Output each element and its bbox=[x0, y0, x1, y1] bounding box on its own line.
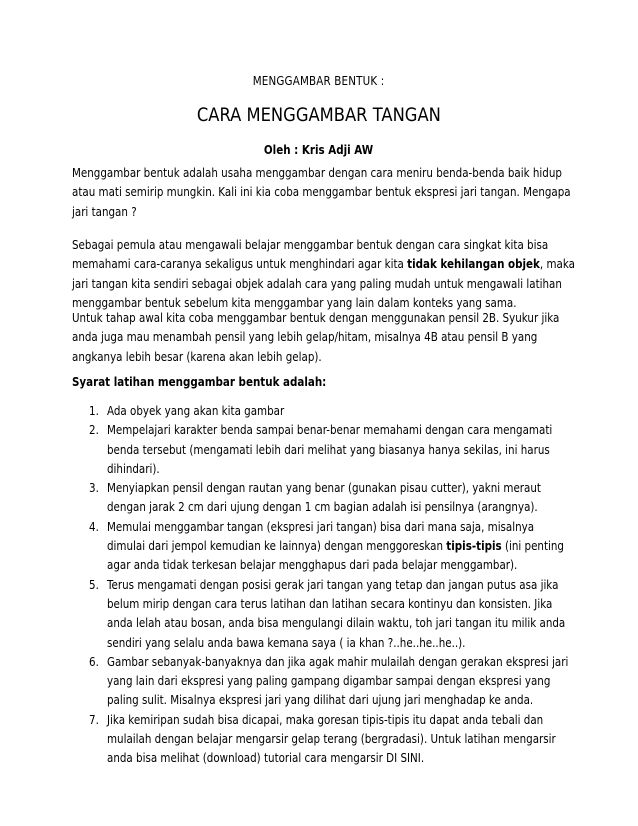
list-item: 1. Ada obyek yang akan kita gambar bbox=[72, 402, 632, 421]
requirements-list bbox=[72, 402, 632, 769]
emphasis-text: tipis-tipis bbox=[446, 539, 502, 554]
list-number: 3. bbox=[89, 481, 99, 496]
list-item: 3. Menyiapkan pensil dengan rautan yang benar (gunakan pisau cutter), yakni meraut dengan jarak 2 cm dari ujung dengan 1 cm bagian adalah isi pensilnya (arangnya). bbox=[89, 481, 541, 515]
text-line: jari tangan kita sendiri sebagai objek adalah cara yang paling mudah untuk mengawali latihan bbox=[72, 276, 562, 291]
list-number: 6. bbox=[89, 654, 99, 669]
list-number: 1. bbox=[89, 404, 99, 418]
text-line: Untuk tahap awal kita coba menggambar bentuk dengan menggunakan pensil 2B. Syukur jika bbox=[72, 311, 560, 325]
list-item: 5. Terus mengamati dengan posisi gerak jari tangan yang tetap dan jangan putus asa jika belum mirip dengan cara terus latihan dan latihan secara kontinyu dan konsisten. Jika anda lelah atau bosan, anda bisa mengulangi dilain waktu, toh jari tangan itu milik anda sendiri yang selalu anda bawa kemana saya ( ia khan ?..he..he..he..). bbox=[89, 577, 566, 650]
text-line: menggambar bentuk sebelum kita menggambar yang lain dalam konteks yang sama. bbox=[72, 295, 517, 310]
list-number: 4. bbox=[89, 519, 99, 534]
document-kicker: MENGGAMBAR BENTUK : bbox=[253, 74, 385, 88]
list-item: 7. Jika kemiripan sudah bisa dicapai, maka goresan tipis-tipis itu dapat anda tebali dan mulailah dengan belajar mengarsir gelap terang (bergradasi). Untuk latihan mengarsir anda bisa melihat (download) tutorial cara mengarsir DI SINI. bbox=[89, 712, 556, 766]
document-author: Oleh : Kris Adji AW bbox=[264, 143, 374, 157]
text-line: jari tangan ? bbox=[72, 204, 137, 219]
paragraph-pencil bbox=[72, 309, 632, 367]
list-number: 7. bbox=[89, 712, 99, 727]
list-item: 2. Mempelajari karakter benda sampai benar-benar memahami dengan cara mengamati benda tersebut (mengamati lebih dari melihat yang biasanya hanya sekilas, ini harus dihindari). bbox=[89, 423, 553, 476]
requirements-heading: Syarat latihan menggambar bentuk adalah: bbox=[72, 375, 327, 389]
emphasis-text: tidak kehilangan objek bbox=[407, 257, 540, 272]
text-line: atau mati semirip mungkin. Kali ini kia coba menggambar bentuk ekspresi jari tangan. Mengapa bbox=[72, 185, 571, 200]
text-line: memahami cara-caranya sekaligus untuk menghindari agar kita tidak kehilangan objek, maka bbox=[72, 257, 575, 272]
list-item: 4. Memulai menggambar tangan (ekspresi jari tangan) bisa dari mana saja, misalnya dimulai dari jempol kemudian ke lainnya) dengan menggoreskan tipis-tipis (ini penting agar anda tidak terkesan belajar mengghapus dari pada belajar menggambar). bbox=[89, 519, 564, 573]
paragraph-beginner bbox=[72, 236, 632, 313]
list-number: 2. bbox=[89, 423, 99, 438]
paragraph-intro bbox=[72, 164, 632, 222]
text-line: angkanya lebih besar (karena akan lebih gelap). bbox=[72, 349, 322, 364]
list-number: 5. bbox=[89, 577, 99, 592]
text-line: Menggambar bentuk adalah usaha menggambar dengan cara meniru benda-benda baik hidup bbox=[72, 166, 562, 180]
text-line: Sebagai pemula atau mengawali belajar menggambar bentuk dengan cara singkat kita bisa bbox=[72, 238, 549, 252]
list-item: 6. Gambar sebanyak-banyaknya dan jika agak mahir mulailah dengan gerakan ekspresi jari yang lain dari ekspresi yang paling gampang digambar sampai dengan ekspresi yang paling sulit. Misalnya ekspresi jari yang dilihat dari ujung jari menghadap ke anda. bbox=[89, 654, 569, 708]
text-line: anda juga mau menambah pensil yang lebih gelap/hitam, misalnya 4B atau pensil B yang bbox=[72, 330, 538, 345]
document-title: CARA MENGGAMBAR TANGAN bbox=[196, 104, 441, 126]
